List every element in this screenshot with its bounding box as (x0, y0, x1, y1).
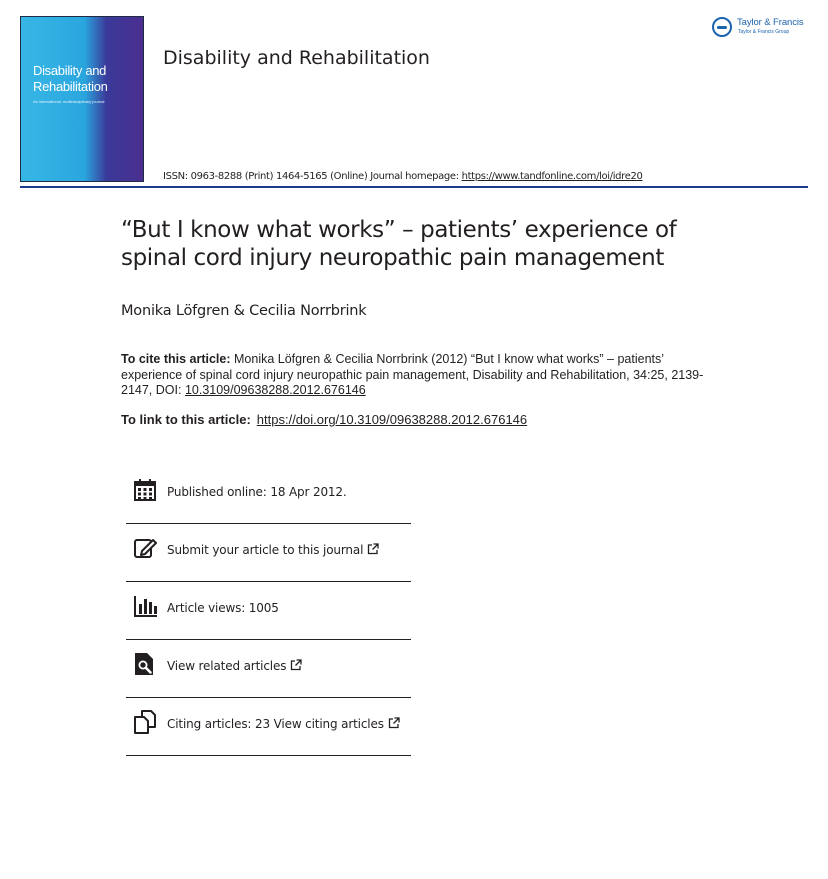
published-item (126, 466, 411, 524)
article-doi-link[interactable]: https://doi.org/10.3109/09638288.2012.676146 (256, 412, 528, 427)
external-link-icon (388, 717, 400, 729)
citing-articles-link[interactable] (167, 717, 400, 731)
issn-homepage-line (163, 171, 643, 183)
article-title: “But I know what works” – patients’ experience of spinal cord injury neuropathic pain management (121, 217, 677, 271)
cite-label: To cite this article: (121, 352, 231, 366)
submit-article-item[interactable] (126, 524, 411, 582)
doi-link[interactable]: 10.3109/09638288.2012.676146 (184, 383, 366, 397)
citing-articles-item[interactable] (126, 698, 411, 756)
related-articles-label: View related articles (167, 659, 287, 673)
external-link-icon (367, 543, 379, 555)
article-views-item (126, 582, 411, 640)
external-link-icon (290, 659, 302, 671)
published-text: Published online: 18 Apr 2012. (167, 485, 347, 499)
cover-subtitle: An international, multidisciplinary journal (33, 99, 105, 104)
citation-block (121, 352, 721, 399)
document-search-icon (133, 652, 157, 676)
article-authors: Monika Löfgren & Cecilia Norrbrink (121, 303, 367, 319)
logo-mark-icon (712, 17, 732, 37)
issn-text: ISSN: 0963-8288 (Print) 1464-5165 (Online) Journal homepage: (163, 171, 459, 182)
related-articles-link[interactable] (167, 659, 302, 673)
cite-text: Monika Löfgren & Cecilia Norrbrink (2012) “But I know what works” – patients’ experience of spinal cord injury neuropathic pain management, Disability and Rehabilitation, 34:25, 2139-2147, DOI: (121, 352, 704, 397)
cover-title: Disability and Rehabilitation (33, 63, 108, 94)
journal-homepage-link[interactable]: https://www.tandfonline.com/loi/idre20 (461, 171, 643, 182)
publisher-name: Taylor & Francis (737, 17, 804, 28)
taylor-francis-logo-icon (712, 16, 812, 42)
related-articles-item[interactable] (126, 640, 411, 698)
article-views-text: Article views: 1005 (167, 601, 279, 615)
journal-cover (20, 16, 144, 182)
bar-chart-icon (133, 594, 157, 618)
journal-title: Disability and Rehabilitation (163, 47, 430, 69)
edit-icon (133, 536, 157, 560)
article-link-line (121, 412, 527, 428)
citing-articles-label: Citing articles: 23 View citing articles (167, 717, 384, 731)
copy-documents-icon (133, 710, 157, 734)
submit-article-link[interactable] (167, 543, 379, 557)
header-divider (20, 186, 808, 188)
calendar-icon (133, 478, 157, 502)
submit-article-label: Submit your article to this journal (167, 543, 364, 557)
publisher-group: Taylor & Francis Group (738, 29, 790, 35)
article-meta-list (126, 466, 411, 756)
link-label: To link to this article: (121, 412, 251, 427)
